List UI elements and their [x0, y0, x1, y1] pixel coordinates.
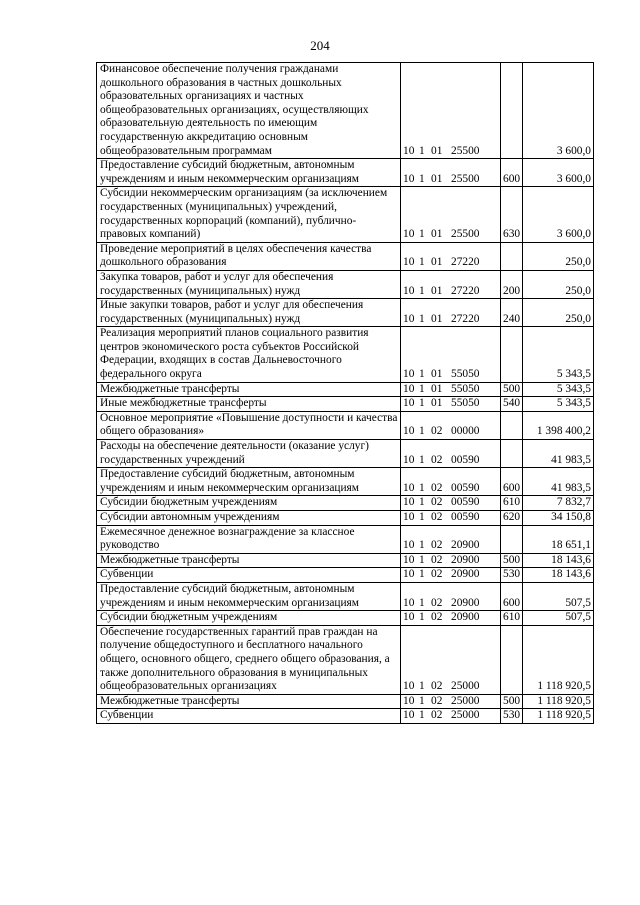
expense-type-code — [501, 63, 523, 159]
code-c3: 01 — [431, 312, 443, 325]
code-c4: 25000 — [451, 694, 480, 707]
table-row — [97, 468, 594, 496]
expense-type-code: 530 — [501, 709, 523, 724]
code-c1: 10 — [403, 511, 415, 523]
code-c4: 00590 — [451, 496, 480, 509]
row-amount: 3 600,0 — [523, 63, 594, 159]
code-c4: 00590 — [451, 511, 480, 523]
table-row — [97, 496, 594, 511]
row-codes — [401, 694, 501, 709]
row-codes — [401, 709, 501, 724]
row-amount: 18 143,6 — [523, 568, 594, 583]
row-amount: 5 343,5 — [523, 327, 594, 382]
row-amount: 1 118 920,5 — [523, 709, 594, 724]
row-amount: 41 983,5 — [523, 440, 594, 468]
table-row — [97, 270, 594, 298]
code-c4: 00590 — [451, 453, 480, 466]
code-c1: 10 — [403, 312, 415, 325]
code-c4: 25000 — [451, 709, 480, 722]
expense-type-code: 500 — [501, 382, 523, 397]
code-c4: 25000 — [451, 680, 480, 693]
code-c4: 55050 — [451, 368, 480, 381]
row-amount: 5 343,5 — [523, 397, 594, 412]
row-name: Субсидии бюджетным учреждениям — [97, 611, 401, 626]
expense-type-code: 620 — [501, 511, 523, 526]
row-amount: 5 343,5 — [523, 382, 594, 397]
row-name: Предоставление субсидий бюджетным, автономным учреждениям и иным некоммерческим организациям — [97, 582, 401, 610]
table-row — [97, 582, 594, 610]
code-c1: 10 — [403, 481, 415, 494]
code-c4: 27220 — [451, 256, 480, 269]
code-c1: 10 — [403, 553, 415, 566]
table-row — [97, 611, 594, 626]
code-c4: 25500 — [451, 144, 480, 157]
code-c1: 10 — [403, 425, 415, 438]
row-codes — [401, 525, 501, 553]
table-row — [97, 159, 594, 187]
code-c1: 10 — [403, 368, 415, 381]
row-amount: 1 398 400,2 — [523, 411, 594, 439]
code-c2: 1 — [419, 144, 425, 157]
row-amount: 3 600,0 — [523, 159, 594, 187]
code-c4: 20900 — [451, 568, 480, 581]
code-c2: 1 — [419, 511, 425, 523]
code-c3: 02 — [431, 568, 443, 581]
expense-type-code: 500 — [501, 694, 523, 709]
row-name: Субвенции — [97, 709, 401, 724]
expense-type-code — [501, 440, 523, 468]
code-c3: 02 — [431, 709, 443, 722]
row-amount: 1 118 920,5 — [523, 625, 594, 694]
row-amount: 41 983,5 — [523, 468, 594, 496]
code-c1: 10 — [403, 568, 415, 581]
code-c4: 55050 — [451, 397, 480, 410]
row-amount: 507,5 — [523, 611, 594, 626]
row-amount: 3 600,0 — [523, 187, 594, 242]
code-c2: 1 — [419, 496, 425, 509]
table-row — [97, 553, 594, 568]
row-codes — [401, 63, 501, 159]
budget-table-body — [97, 63, 594, 724]
code-c3: 02 — [431, 611, 443, 624]
code-c2: 1 — [419, 284, 425, 297]
row-codes — [401, 187, 501, 242]
code-c1: 10 — [403, 694, 415, 707]
code-c1: 10 — [403, 611, 415, 624]
code-c2: 1 — [419, 312, 425, 325]
row-amount: 7 832,7 — [523, 496, 594, 511]
code-c3: 01 — [431, 172, 443, 185]
row-amount: 250,0 — [523, 242, 594, 270]
code-c2: 1 — [419, 397, 425, 410]
row-codes — [401, 440, 501, 468]
table-row — [97, 694, 594, 709]
code-c3: 02 — [431, 425, 443, 438]
code-c1: 10 — [403, 228, 415, 241]
code-c3: 02 — [431, 596, 443, 609]
row-amount: 250,0 — [523, 270, 594, 298]
table-row — [97, 397, 594, 412]
table-row — [97, 625, 594, 694]
code-c3: 02 — [431, 481, 443, 494]
expense-type-code: 500 — [501, 553, 523, 568]
code-c1: 10 — [403, 284, 415, 297]
code-c3: 01 — [431, 228, 443, 241]
code-c3: 02 — [431, 694, 443, 707]
row-codes — [401, 582, 501, 610]
code-c2: 1 — [419, 596, 425, 609]
code-c2: 1 — [419, 256, 425, 269]
expense-type-code: 600 — [501, 159, 523, 187]
expense-type-code — [501, 242, 523, 270]
row-codes — [401, 327, 501, 382]
table-row — [97, 511, 594, 526]
code-c4: 25500 — [451, 172, 480, 185]
table-row — [97, 568, 594, 583]
code-c2: 1 — [419, 172, 425, 185]
expense-type-code: 600 — [501, 468, 523, 496]
row-name: Иные межбюджетные трансферты — [97, 397, 401, 412]
code-c2: 1 — [419, 453, 425, 466]
row-name: Закупка товаров, работ и услуг для обеспечения государственных (муниципальных) нужд — [97, 270, 401, 298]
code-c3: 02 — [431, 680, 443, 693]
expense-type-code: 530 — [501, 568, 523, 583]
table-row — [97, 299, 594, 327]
code-c2: 1 — [419, 481, 425, 494]
row-name: Проведение мероприятий в целях обеспечения качества дошкольного образования — [97, 242, 401, 270]
code-c2: 1 — [419, 553, 425, 566]
row-name: Субсидии автономным учреждениям — [97, 511, 401, 526]
code-c3: 02 — [431, 453, 443, 466]
expense-type-code: 200 — [501, 270, 523, 298]
code-c1: 10 — [403, 144, 415, 157]
row-codes — [401, 468, 501, 496]
row-name: Обеспечение государственных гарантий прав граждан на получение общедоступного и бесплатного начального общего, основного общего, среднего общего образования, а также дополнительного образования в муниципальных общеобразовательных организациях — [97, 625, 401, 694]
budget-table — [96, 62, 594, 724]
code-c2: 1 — [419, 425, 425, 438]
row-codes — [401, 382, 501, 397]
row-name: Межбюджетные трансферты — [97, 382, 401, 397]
table-row — [97, 382, 594, 397]
code-c1: 10 — [403, 596, 415, 609]
code-c3: 01 — [431, 284, 443, 297]
table-row — [97, 63, 594, 159]
code-c4: 20900 — [451, 539, 480, 552]
expense-type-code: 240 — [501, 299, 523, 327]
row-name: Расходы на обеспечение деятельности (оказание услуг) государственных учреждений — [97, 440, 401, 468]
row-codes — [401, 397, 501, 412]
expense-type-code: 540 — [501, 397, 523, 412]
row-amount: 18 143,6 — [523, 553, 594, 568]
code-c1: 10 — [403, 256, 415, 269]
code-c1: 10 — [403, 172, 415, 185]
code-c3: 02 — [431, 553, 443, 566]
code-c2: 1 — [419, 368, 425, 381]
row-name: Финансовое обеспечение получения гражданами дошкольного образования в частных дошкольных образовательных организациях и частных общеобразовательных организациях, осуществляющих образовательную деятельность по имеющим государственную аккредитацию основным общеобразовательным программам — [97, 63, 401, 159]
row-name: Субвенции — [97, 568, 401, 583]
code-c4: 20900 — [451, 553, 480, 566]
code-c1: 10 — [403, 709, 415, 722]
row-codes — [401, 159, 501, 187]
table-row — [97, 187, 594, 242]
code-c1: 10 — [403, 496, 415, 509]
row-name: Предоставление субсидий бюджетным, автономным учреждениям и иным некоммерческим организациям — [97, 468, 401, 496]
code-c2: 1 — [419, 611, 425, 624]
expense-type-code: 610 — [501, 611, 523, 626]
code-c3: 02 — [431, 496, 443, 509]
table-row — [97, 440, 594, 468]
row-name: Основное мероприятие «Повышение доступности и качества общего образования» — [97, 411, 401, 439]
code-c4: 20900 — [451, 596, 480, 609]
row-codes — [401, 568, 501, 583]
row-codes — [401, 611, 501, 626]
code-c3: 01 — [431, 144, 443, 157]
code-c3: 01 — [431, 382, 443, 395]
row-amount: 250,0 — [523, 299, 594, 327]
row-codes — [401, 553, 501, 568]
expense-type-code — [501, 625, 523, 694]
code-c2: 1 — [419, 539, 425, 552]
table-row — [97, 411, 594, 439]
row-codes — [401, 411, 501, 439]
row-amount: 507,5 — [523, 582, 594, 610]
row-codes — [401, 299, 501, 327]
code-c4: 20900 — [451, 611, 480, 624]
row-codes — [401, 496, 501, 511]
row-amount: 1 118 920,5 — [523, 694, 594, 709]
code-c3: 01 — [431, 256, 443, 269]
expense-type-code: 630 — [501, 187, 523, 242]
expense-type-code — [501, 411, 523, 439]
row-name: Ежемесячное денежное вознаграждение за классное руководство — [97, 525, 401, 553]
code-c1: 10 — [403, 539, 415, 552]
code-c4: 27220 — [451, 284, 480, 297]
table-row — [97, 525, 594, 553]
code-c4: 55050 — [451, 382, 480, 395]
table-row — [97, 242, 594, 270]
code-c2: 1 — [419, 709, 425, 722]
row-amount: 18 651,1 — [523, 525, 594, 553]
code-c2: 1 — [419, 568, 425, 581]
code-c2: 1 — [419, 228, 425, 241]
code-c1: 10 — [403, 680, 415, 693]
row-name: Межбюджетные трансферты — [97, 694, 401, 709]
code-c3: 01 — [431, 397, 443, 410]
code-c4: 25500 — [451, 228, 480, 241]
row-amount: 34 150,8 — [523, 511, 594, 526]
row-name: Субсидии бюджетным учреждениям — [97, 496, 401, 511]
code-c1: 10 — [403, 453, 415, 466]
table-row — [97, 709, 594, 724]
row-codes — [401, 625, 501, 694]
code-c3: 01 — [431, 368, 443, 381]
code-c4: 00000 — [451, 425, 480, 438]
code-c3: 02 — [431, 511, 443, 523]
code-c3: 02 — [431, 539, 443, 552]
row-codes — [401, 511, 501, 526]
table-row — [97, 327, 594, 382]
row-codes — [401, 242, 501, 270]
expense-type-code — [501, 327, 523, 382]
code-c2: 1 — [419, 694, 425, 707]
expense-type-code: 610 — [501, 496, 523, 511]
expense-type-code: 600 — [501, 582, 523, 610]
code-c4: 27220 — [451, 312, 480, 325]
code-c4: 00590 — [451, 481, 480, 494]
page-number: 204 — [310, 38, 330, 53]
row-name: Иные закупки товаров, работ и услуг для обеспечения государственных (муниципальных) нужд — [97, 299, 401, 327]
row-codes — [401, 270, 501, 298]
row-name: Реализация мероприятий планов социального развития центров экономического роста субъектов Российской Федерации, входящих в состав Дальневосточного федерального округа — [97, 327, 401, 382]
code-c1: 10 — [403, 397, 415, 410]
code-c2: 1 — [419, 680, 425, 693]
code-c1: 10 — [403, 382, 415, 395]
code-c2: 1 — [419, 382, 425, 395]
row-name: Предоставление субсидий бюджетным, автономным учреждениям и иным некоммерческим организациям — [97, 159, 401, 187]
row-name: Субсидии некоммерческим организациям (за исключением государственных (муниципальных) учреждений, государственных корпораций (компаний), публично-правовых компаний) — [97, 187, 401, 242]
expense-type-code — [501, 525, 523, 553]
row-name: Межбюджетные трансферты — [97, 553, 401, 568]
